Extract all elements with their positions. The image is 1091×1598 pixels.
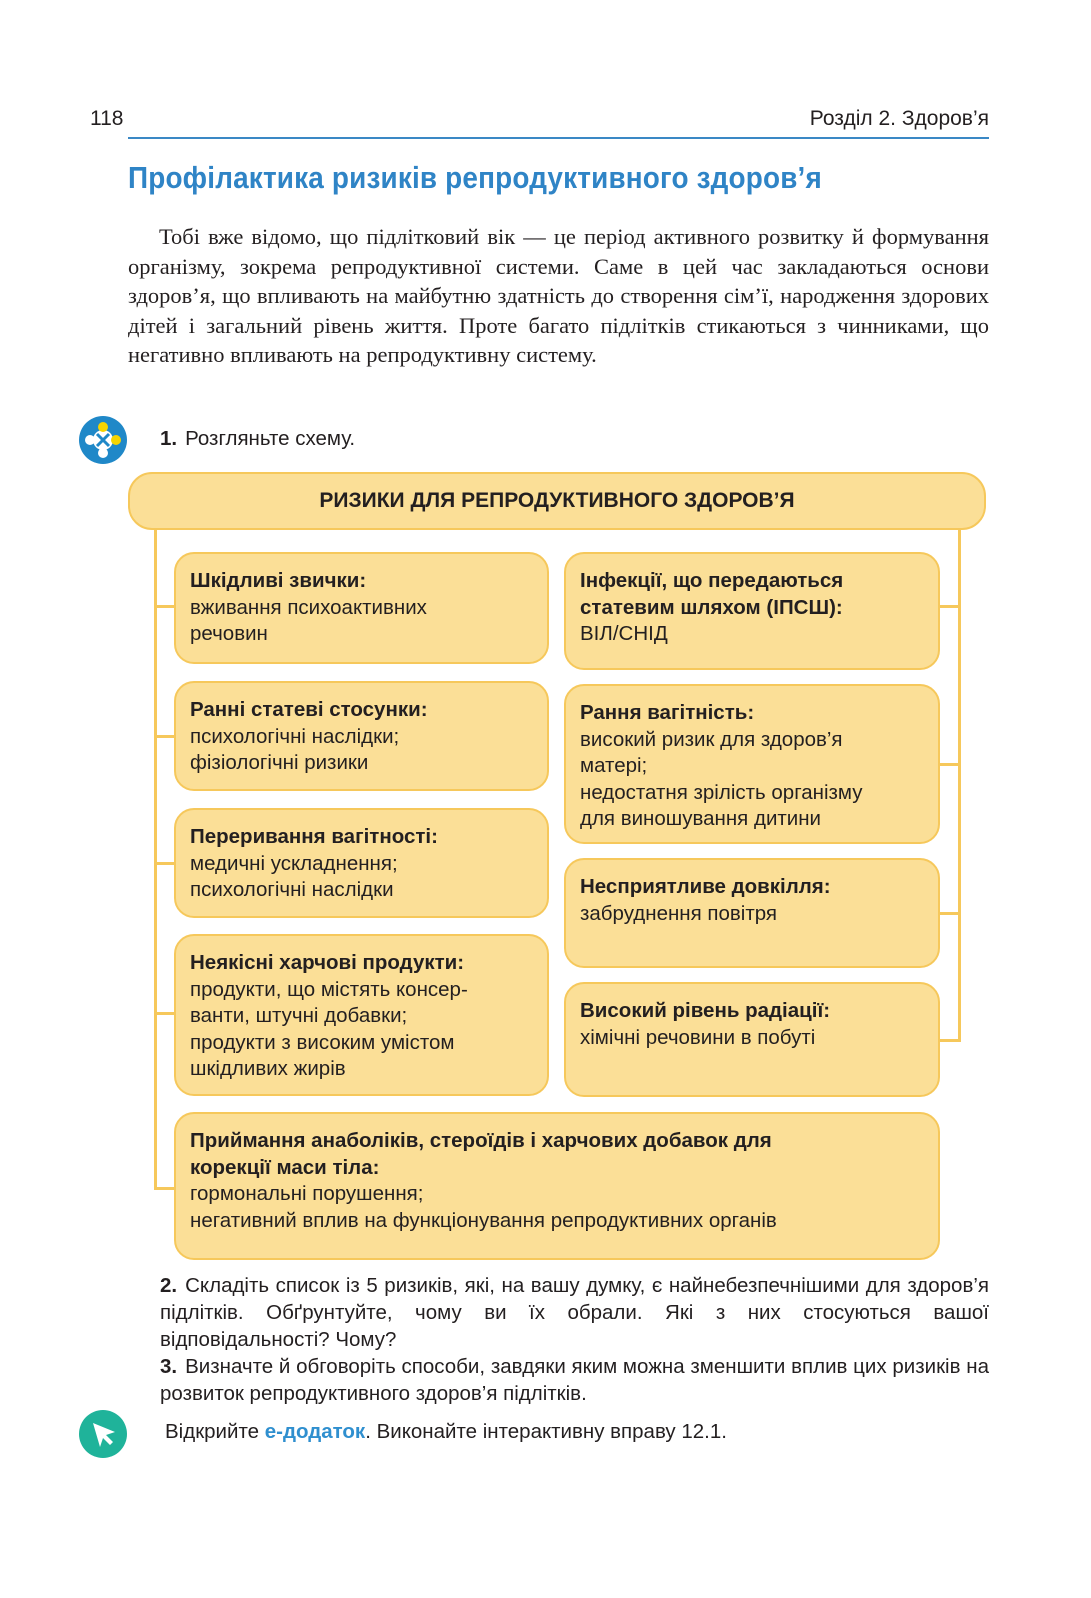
task-1-number: 1.	[160, 427, 178, 450]
connector-tick	[154, 735, 176, 738]
scheme-title: РИЗИКИ ДЛЯ РЕПРОДУКТИВНОГО ЗДОРОВ’Я	[128, 472, 986, 530]
risk-box-poor-food	[174, 934, 549, 1096]
connector-tick	[154, 1187, 176, 1190]
risk-description: продукти, що містять консер- ванти, штучні добавки; продукти з високим умістом шкідливих жирів	[190, 977, 468, 1080]
risk-title: Приймання анаболіків, стероїдів і харчових добавок для корекції маси тіла:	[190, 1129, 772, 1179]
risk-box-early-relations	[174, 681, 549, 791]
risk-description: забруднення повітря	[580, 901, 778, 925]
risk-description: вживання психоактивних речовин	[190, 595, 427, 645]
risk-description: високий ризик для здоров’я матері; недостатня зрілість організму для виношування дитини	[580, 727, 863, 830]
cursor-click-icon	[78, 1409, 128, 1459]
task-2	[160, 1272, 989, 1353]
section-title: Розділ 2. Здоров’я	[809, 107, 989, 130]
risk-box-abortion	[174, 808, 549, 918]
e-app-prefix: Відкрийте	[165, 1420, 265, 1443]
task-3-number: 3.	[160, 1355, 178, 1378]
risk-title: Ранні статеві стосунки:	[190, 698, 428, 721]
e-app-suffix: . Виконайте інтерактивну вправу 12.1.	[365, 1420, 727, 1443]
header-rule	[128, 137, 989, 139]
risk-box-infections	[564, 552, 940, 670]
risk-title: Неякісні харчові продукти:	[190, 951, 465, 974]
risk-box-anabolics	[174, 1112, 940, 1260]
task-2-number: 2.	[160, 1274, 178, 1297]
risk-box-early-pregnancy	[564, 684, 940, 844]
page-number: 118	[90, 107, 124, 130]
risk-description: хімічні речовини в побуті	[580, 1025, 816, 1049]
risk-description: ВІЛ/СНІД	[580, 622, 668, 645]
connector-tick	[938, 1039, 960, 1042]
task-1-text: Розгляньте схему.	[185, 427, 356, 450]
connector-tick	[154, 1012, 176, 1015]
e-app-line	[165, 1420, 727, 1444]
group-work-icon	[78, 415, 128, 465]
lesson-heading: Профілактика ризиків репродуктивного здоров’я	[128, 160, 822, 195]
risk-title: Інфекції, що передаються статевим шляхом (ІПСШ):	[580, 569, 844, 619]
tasks	[160, 1272, 989, 1407]
risk-box-environment	[564, 858, 940, 968]
connector-tick	[938, 605, 960, 608]
task-3	[160, 1353, 989, 1407]
risk-title: Шкідливі звички:	[190, 569, 367, 592]
risk-description: медичні ускладнення; психологічні наслідки	[190, 851, 398, 901]
risk-box-radiation	[564, 982, 940, 1097]
task-2-text: Складіть список із 5 ризиків, які, на вашу думку, є найнебезпечнішими для здоров’я підлітків. Обґрунтуйте, чому ви їх обрали. Які з них стосуються вашої відповідальності? Чому?	[160, 1274, 989, 1351]
connector-tick	[938, 763, 960, 766]
connector-tick	[154, 605, 176, 608]
risk-title: Високий рівень радіації:	[580, 999, 831, 1022]
e-app-link[interactable]: е-додаток	[264, 1420, 366, 1443]
risk-title: Несприятливе довкілля:	[580, 875, 831, 898]
connector-tick	[154, 862, 176, 865]
task-1	[160, 427, 355, 451]
intro-paragraph: Тобі вже відомо, що підлітковий вік — це період активного розвитку й формування організму, зокрема репродуктивної системи. Саме в цей час закладаються основи здоров’я, що впливають на майбутню здатність до створення сім’ї, народження здорових дітей і загальний рівень життя. Проте багато підлітків стикаються з чинниками, що негативно впливають на репродуктивну систему.	[128, 224, 989, 368]
task-3-text: Визначте й обговоріть способи, завдяки яким можна зменшити вплив цих ризиків на розвиток репродуктивного здоров’я підлітків.	[160, 1355, 989, 1405]
left-connector-line	[154, 530, 157, 1190]
risk-box-bad-habits	[174, 552, 549, 664]
risk-title: Переривання вагітності:	[190, 825, 438, 848]
risk-description: психологічні наслідки; фізіологічні ризики	[190, 724, 400, 774]
risk-description: гормональні порушення; негативний вплив на функціонування репродуктивних органів	[190, 1182, 777, 1232]
risk-title: Рання вагітність:	[580, 701, 755, 724]
connector-tick	[938, 912, 960, 915]
